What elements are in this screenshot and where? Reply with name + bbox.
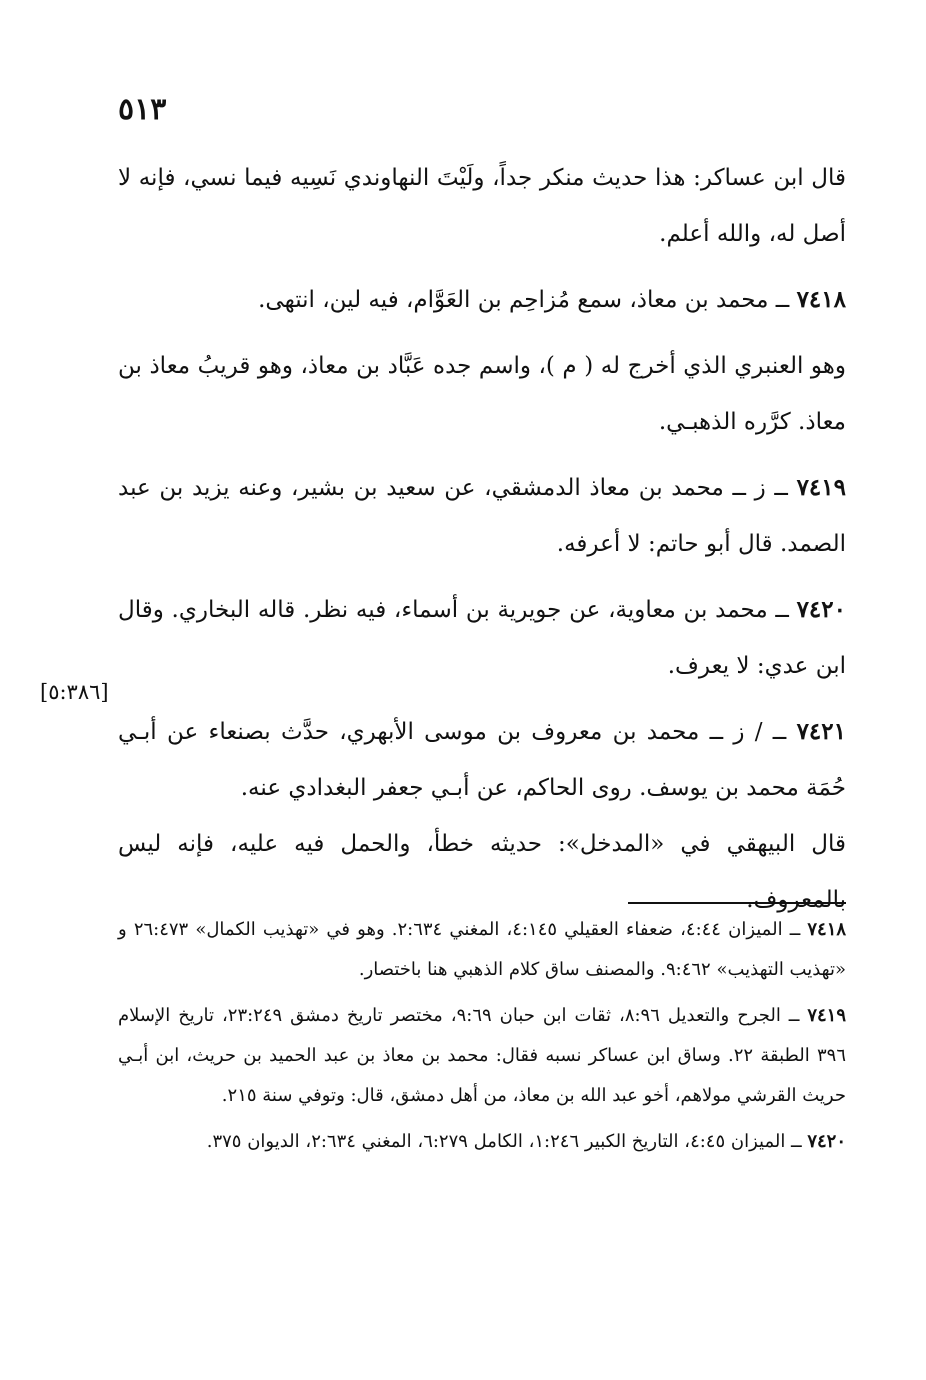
main-text xyxy=(118,150,846,928)
entry-number: ٧٤٢٠ xyxy=(796,596,846,623)
footnote-text: ــ الميزان ٤:٤٤، ضعفاء العقيلي ٤:١٤٥، المغني ٢:٦٣٤. وهو في «تهذيب الكمال» ٢٦:٤٧٣ و «تهذيب التهذيب» ٩:٤٦٢. والمصنف ساق كلام الذهبي هنا باختصار. xyxy=(118,919,846,980)
margin-reference: [٥:٣٨٦] xyxy=(40,680,109,704)
paragraph xyxy=(118,460,846,572)
paragraph xyxy=(118,272,846,328)
paragraph-text: قال البيهقي في «المدخل»: حديثه خطأ، والحمل فيه عليه، فإنه ليس بالمعروف. xyxy=(118,831,846,913)
paragraph xyxy=(118,582,846,694)
paragraph-text: ــ ز ــ محمد بن معاذ الدمشقي، عن سعيد بن بشير، وعنه يزيد بن عبد الصمد. قال أبو حاتم: لا أعرفه. xyxy=(118,475,846,557)
footnote xyxy=(118,910,846,990)
paragraph xyxy=(118,150,846,262)
footnote xyxy=(118,1122,846,1162)
paragraph-text: ــ محمد بن معاذ، سمع مُزاحِم بن العَوَّام، فيه لين، انتهى. xyxy=(258,287,797,313)
footnote-number: ٧٤١٩ xyxy=(807,1005,846,1026)
footnotes xyxy=(118,910,846,1168)
footnote-text: ــ الميزان ٤:٤٥، التاريخ الكبير ١:٢٤٦، الكامل ٦:٢٧٩، المغني ٢:٦٣٤، الديوان ٣٧٥. xyxy=(206,1131,808,1152)
footnote-divider xyxy=(628,902,846,904)
footnote xyxy=(118,996,846,1116)
footnote-number: ٧٤١٨ xyxy=(807,919,847,940)
footnote-text: ــ الجرح والتعديل ٨:٩٦، ثقات ابن حبان ٩:٦٩، مختصر تاريخ دمشق ٢٣:٢٤٩، تاريخ الإسلام ٣٩٦ الطبقة ٢٢. وساق ابن عساكر نسبه فقال: محمد بن معاذ بن عبد الحميد بن حريث، ابن أبـي حريث القرشي مولاهم، أخو عبد الله بن معاذ، من أهل دمشق، قال: وتوفي سنة ٢١٥. xyxy=(118,1005,846,1106)
paragraph xyxy=(118,338,846,450)
page-number: ٥١٣ xyxy=(118,92,167,127)
paragraph-text: ــ / ز ــ محمد بن معروف بن موسى الأبهري، حدَّث بصنعاء عن أبـي حُمَة محمد بن يوسف. روى الحاكم، عن أبـي جعفر البغدادي عنه. xyxy=(118,719,846,801)
paragraph xyxy=(118,704,846,816)
entry-number: ٧٤١٨ xyxy=(796,286,846,313)
paragraph-text: قال ابن عساكر: هذا حديث منكر جداً، ولَيْتَ النهاوندي نَسِيه فيما نسي، فإنه لا أصل له، والله أعلم. xyxy=(118,165,846,247)
entry-number: ٧٤٢١ xyxy=(796,718,846,745)
footnote-number: ٧٤٢٠ xyxy=(807,1131,846,1152)
paragraph-text: ــ محمد بن معاوية، عن جويرية بن أسماء، فيه نظر. قاله البخاري. وقال ابن عدي: لا يعرف. xyxy=(118,597,846,679)
paragraph-text: وهو العنبري الذي أخرج له ( م )، واسم جده عَبَّاد بن معاذ، وهو قريبُ معاذ بن معاذ. كرَّره الذهبـي. xyxy=(118,353,846,435)
entry-number: ٧٤١٩ xyxy=(796,474,846,501)
